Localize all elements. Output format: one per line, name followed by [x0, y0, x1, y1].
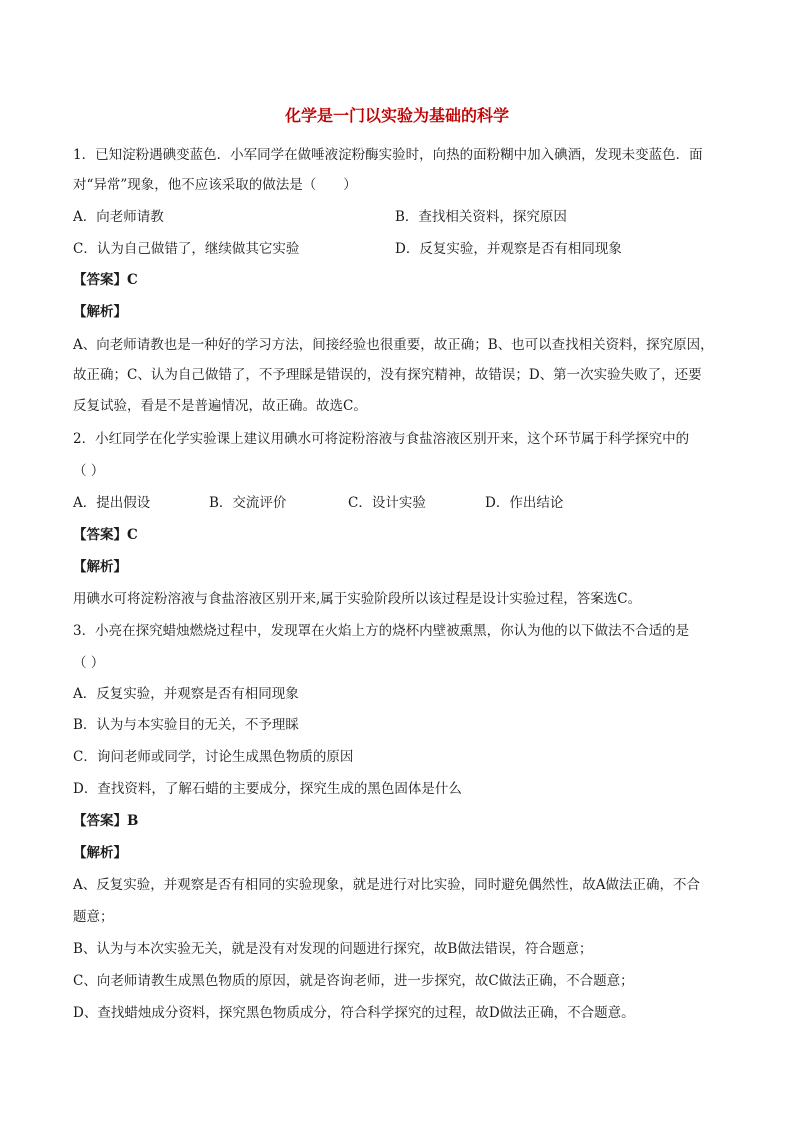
q2-option-d: D．作出结论: [485, 495, 564, 511]
q2-stem-line1: 2．小红同学在化学实验课上建议用碘水可将淀粉溶液与食盐溶液区别开来，这个环节属于科学探究中的: [73, 431, 690, 447]
q1-stem-line2: 对“异常”现象，他不应该采取的做法是（ ）: [73, 177, 357, 193]
q1-option-c: C．认为自己做错了，继续做其它实验: [73, 241, 300, 257]
q3-analysis-line3: B、认为与本次实验无关，就是没有对发现的问题进行探究，故B做法错误，符合题意；: [73, 941, 593, 957]
q2-answer: 【答案】C: [73, 527, 138, 543]
q3-analysis-line5: D、查找蜡烛成分资料，探究黑色物质成分，符合科学探究的过程，故D做法正确，不合题意。: [73, 1005, 635, 1021]
q2-analysis-line1: 用碘水可将淀粉溶液与食盐溶液区别开来,属于实验阶段所以该过程是设计实验过程，答案选C。: [73, 591, 642, 607]
q2-option-b: B．交流评价: [209, 495, 287, 511]
q3-option-b: B．认为与本实验目的无关，不予理睬: [73, 717, 299, 733]
q3-stem-line1: 3．小亮在探究蜡烛燃烧过程中，发现罩在火焰上方的烧杯内壁被熏黑，你认为他的以下做法不合适的是: [73, 623, 690, 639]
q3-answer: 【答案】B: [73, 813, 139, 829]
q3-option-d: D．查找资料，了解石蜡的主要成分，探究生成的黑色固体是什么: [73, 781, 462, 797]
q2-option-c: C．设计实验: [348, 495, 426, 511]
q3-analysis-line1: A、反复实验，并观察是否有相同的实验现象，就是进行对比实验，同时避免偶然性，故A做法正确，不合: [73, 877, 700, 893]
q3-analysis-line4: C、向老师请教生成黑色物质的原因，就是咨询老师，进一步探究，故C做法正确，不合题意；: [73, 973, 634, 989]
q1-analysis-label: 【解析】: [73, 304, 127, 320]
q3-option-a: A．反复实验，并观察是否有相同现象: [73, 686, 299, 702]
q1-analysis-line3: 反复试验，看是不是普遍情况，故正确。故选C。: [73, 398, 367, 414]
q2-stem-line2: （ ）: [73, 463, 105, 479]
q1-analysis-line2: 故正确；C、认为自己做错了，不予理睬是错误的，没有探究精神，故错误；D、第一次实验失败了，还要: [73, 367, 702, 383]
page-title: 化学是一门以实验为基础的科学: [284, 106, 509, 125]
q3-analysis-line2: 题意；: [73, 909, 114, 925]
q1-stem-line1: 1．已知淀粉遇碘变蓝色．小军同学在做唾液淀粉酶实验时，向热的面粉糊中加入碘酒，发现未变蓝色．面: [73, 147, 703, 163]
q3-stem-line2: （ ）: [73, 655, 105, 671]
q1-option-d: D．反复实验，并观察是否有相同现象: [395, 241, 622, 257]
q1-option-b: B．查找相关资料，探究原因: [395, 209, 567, 225]
q1-answer: 【答案】C: [73, 272, 138, 288]
q2-analysis-label: 【解析】: [73, 559, 127, 575]
q3-analysis-label: 【解析】: [73, 845, 127, 861]
q2-option-a: A．提出假设: [73, 495, 151, 511]
q3-option-c: C．询问老师或同学，讨论生成黑色物质的原因: [73, 749, 354, 765]
q1-option-a: A．向老师请教: [73, 209, 164, 225]
q1-analysis-line1: A、向老师请教也是一种好的学习方法，间接经验也很重要，故正确；B、也可以查找相关资料，探究原因，: [73, 337, 714, 353]
